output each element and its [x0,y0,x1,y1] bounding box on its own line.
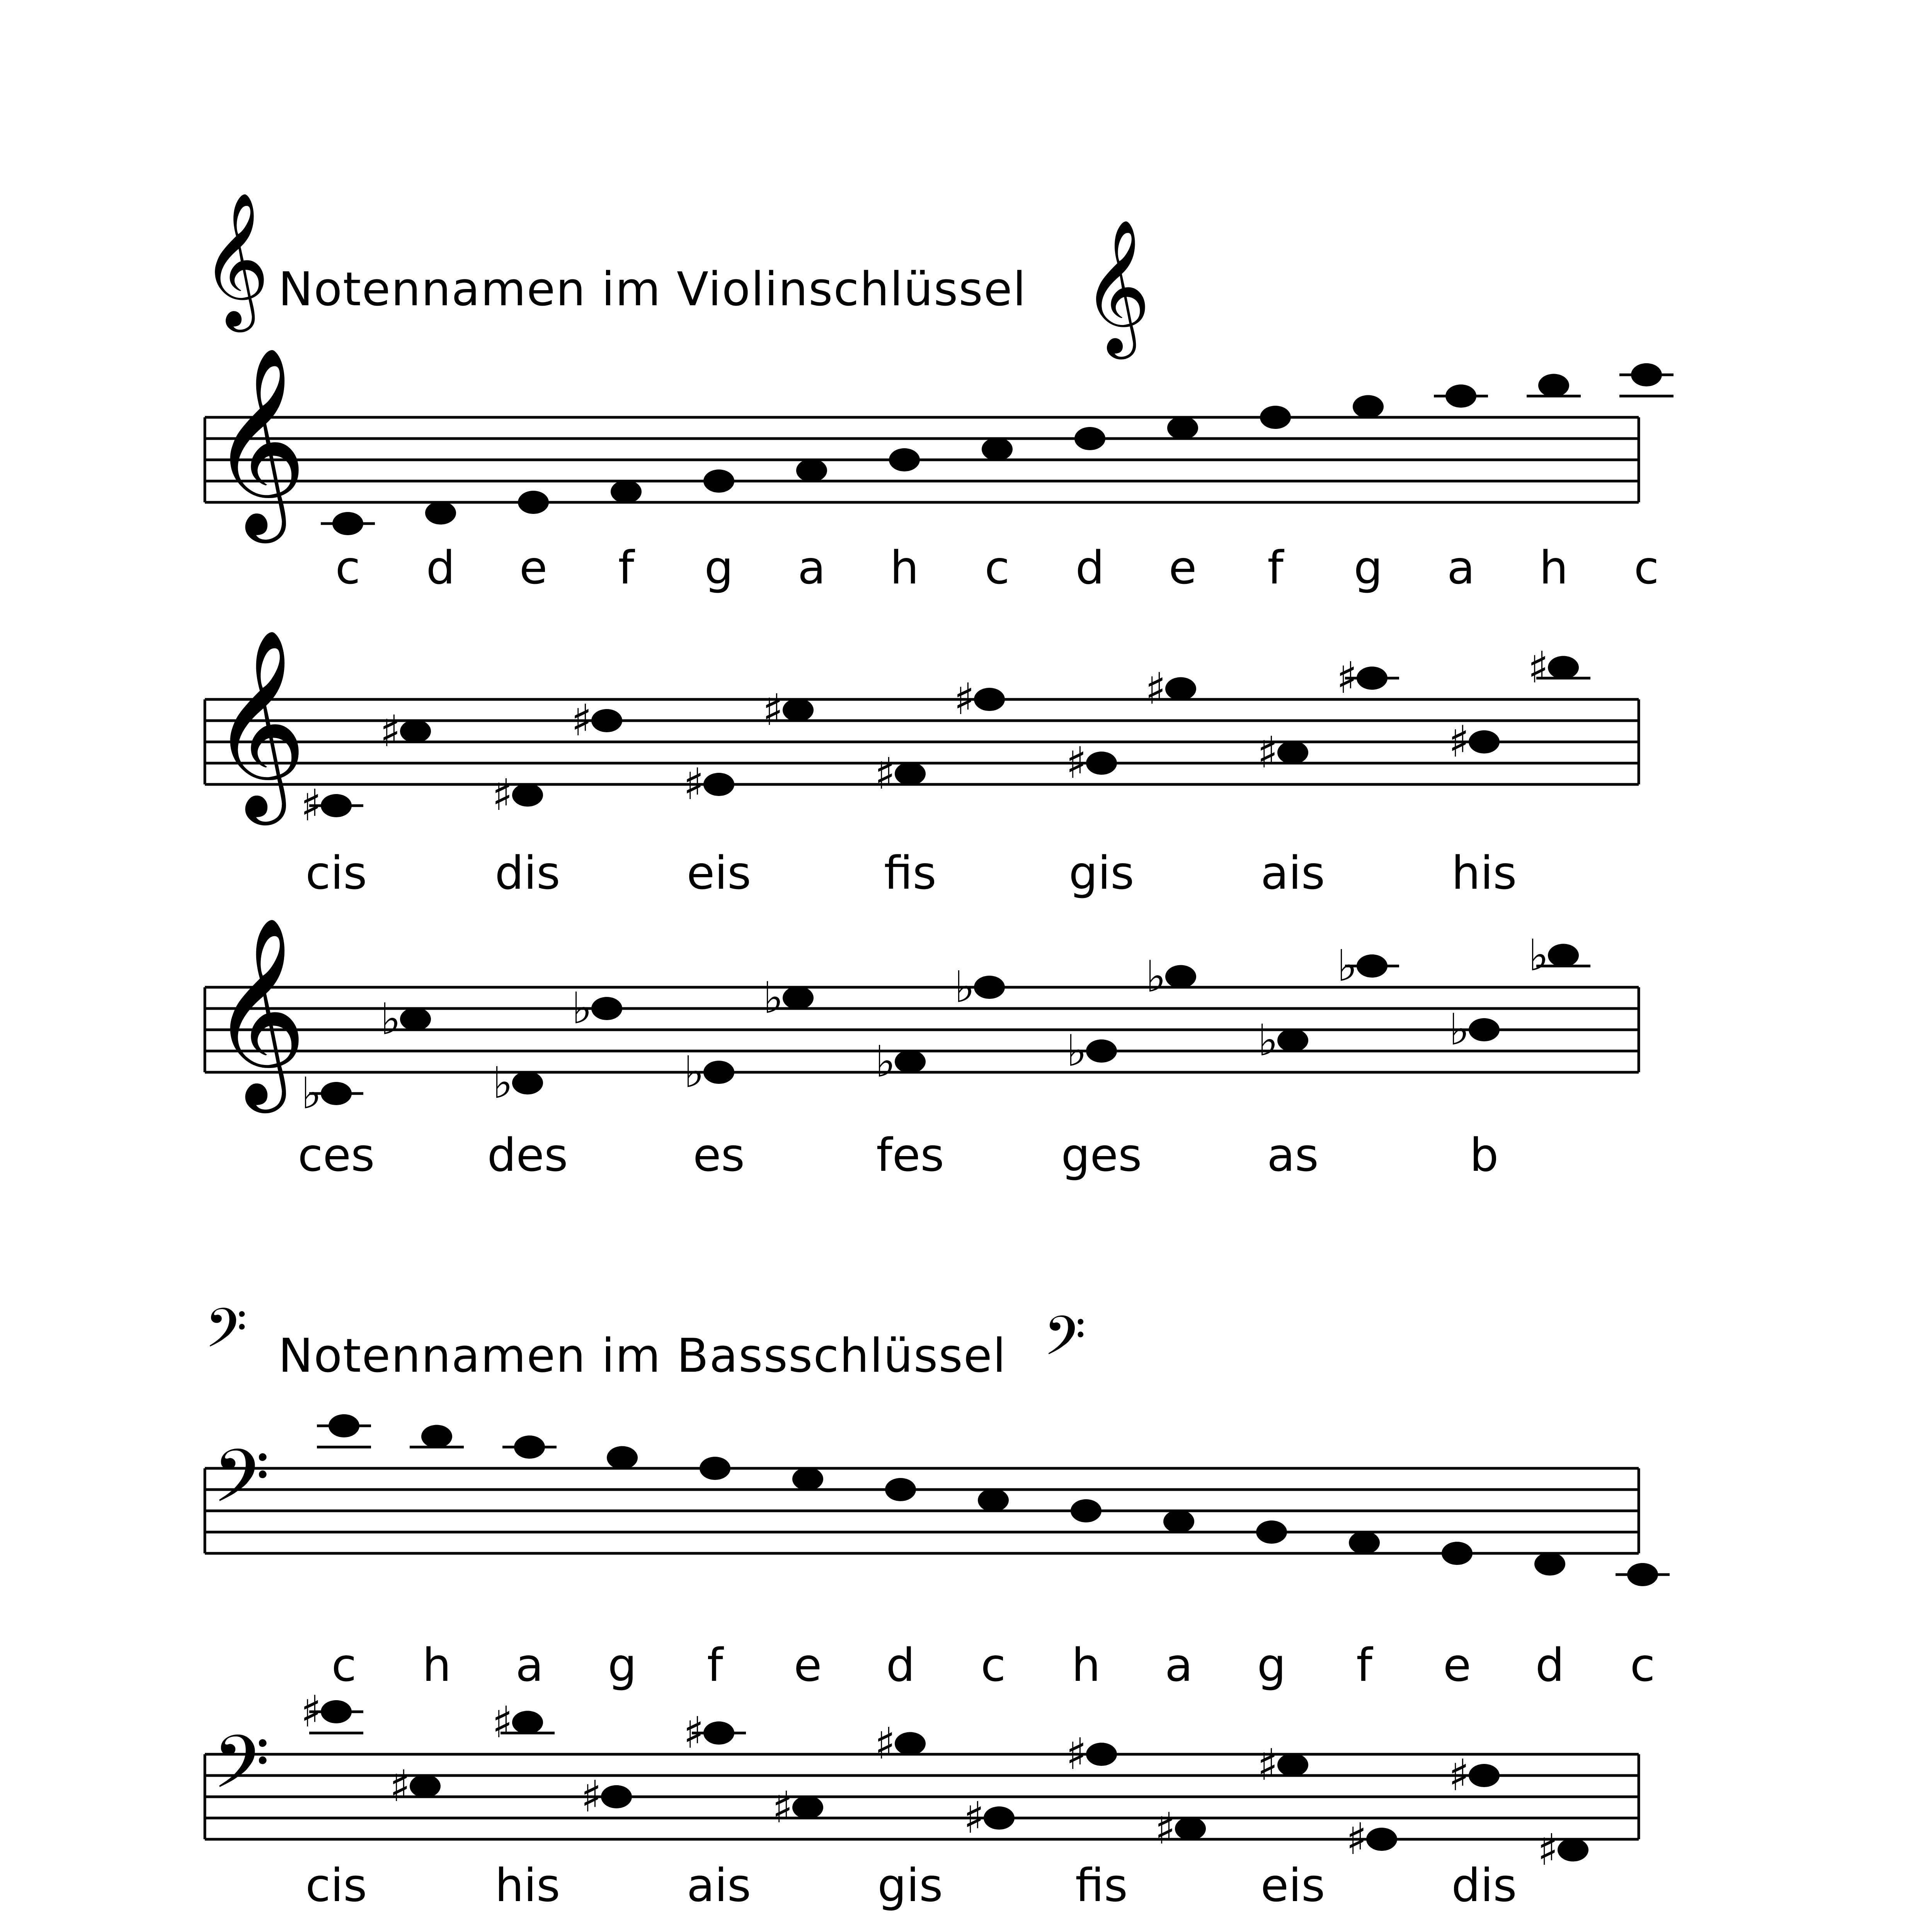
note-label: des [487,1128,568,1182]
sharp-icon: ♯ [1537,1825,1558,1875]
sharp-icon: ♯ [1448,717,1469,767]
sharp-icon: ♯ [571,696,592,746]
note-label: e [793,1638,822,1692]
sharp-icon: ♯ [300,1687,322,1737]
note-label: ces [298,1128,375,1182]
note-label: a [797,541,826,594]
sharp-icon: ♯ [683,1708,704,1758]
sharp-icon: ♯ [1066,1729,1087,1779]
note-label: his [1451,846,1517,900]
flat-icon: ♭ [301,1068,322,1119]
note-label: h [1539,541,1568,594]
title-bass-clef-icon-left: 𝄢 [205,1297,247,1373]
note-label: fes [876,1128,944,1182]
note-label: c [335,541,361,594]
note-head [1469,1018,1500,1041]
flat-icon: ♭ [1258,1015,1278,1066]
note-head [1165,677,1196,701]
note-label: c [1634,541,1659,594]
sharp-icon: ♯ [492,1697,513,1748]
treble-clef-icon: 𝄞 [211,628,307,817]
note-head [1256,1520,1287,1544]
note-label: c [1630,1638,1655,1692]
sharp-icon: ♯ [1145,663,1166,714]
sharp-icon: ♯ [772,1782,793,1833]
note-label: e [519,541,548,594]
flat-icon: ♭ [1146,951,1166,1002]
note-head [1548,944,1579,967]
note-head [591,709,622,732]
note-label: g [1353,541,1383,594]
note-label: b [1469,1128,1499,1182]
note-head [783,986,814,1010]
note-head [512,1711,543,1734]
treble-clef-icon: 𝄞 [211,916,307,1105]
flat-icon: ♭ [1066,1026,1087,1076]
note-label: cis [305,1859,367,1912]
note-label: fis [1075,1859,1128,1912]
note-head [703,1061,734,1084]
note-label: f [707,1638,723,1692]
note-label: ges [1061,1128,1142,1182]
note-head [984,1806,1015,1830]
note-head [1538,374,1569,397]
note-label: f [1356,1638,1372,1692]
sharp-icon: ♯ [1257,727,1278,778]
flat-icon: ♭ [684,1047,704,1097]
note-label: e [1168,541,1197,594]
note-label: dis [1451,1859,1517,1912]
note-head [512,784,543,807]
note-head [1558,1838,1588,1862]
note-label: a [515,1638,544,1692]
title-treble-clef-icon-left: 𝄞 [201,191,270,326]
title-bass-clef-icon-right: 𝄢 [1044,1304,1086,1381]
treble-section-title: Notennamen im Violinschlüssel [278,263,1027,316]
note-head [1442,1542,1473,1565]
sharp-icon: ♯ [492,770,513,820]
sharp-icon: ♯ [380,706,401,757]
bass-section-title: Notennamen im Bassschlüssel [278,1329,1007,1383]
flat-icon: ♭ [1337,941,1357,991]
note-head [1366,1828,1397,1851]
note-label: h [890,541,919,594]
note-head [1071,1499,1102,1522]
note-head [425,502,456,525]
sharp-icon: ♯ [1346,1814,1367,1864]
title-treble-clef-icon-right: 𝄞 [1082,218,1151,353]
sharp-icon: ♯ [874,748,896,799]
note-label: ais [686,1859,751,1912]
note-head [512,1071,543,1095]
note-label: g [704,541,734,594]
flat-icon: ♭ [954,962,975,1012]
sharp-icon: ♯ [1336,653,1357,703]
note-head [974,688,1005,711]
sharp-icon: ♯ [1527,642,1549,693]
flat-icon: ♭ [380,994,401,1044]
bass-clef-icon: 𝄢 [213,1720,270,1823]
note-head [889,448,920,471]
note-label: a [1447,541,1475,594]
note-label: ais [1260,846,1325,900]
note-head [792,1468,823,1491]
sharp-icon: ♯ [300,781,322,831]
note-label: h [1071,1638,1101,1692]
note-head [1086,1039,1117,1063]
note-head [792,1796,823,1819]
bass-clef-icon: 𝄢 [213,1434,270,1537]
note-label: c [981,1638,1006,1692]
note-head [982,438,1013,461]
note-head [895,762,926,786]
sharp-icon: ♯ [1154,1803,1176,1854]
note-head [1353,395,1384,418]
note-head [591,997,622,1020]
note-head [410,1775,441,1798]
note-head [703,469,734,493]
note-label: eis [1260,1859,1325,1912]
note-head [1277,741,1308,764]
note-label: c [331,1638,357,1692]
note-label: gis [877,1859,943,1912]
note-label: d [1075,541,1105,594]
note-label: fis [884,846,936,900]
note-head [1469,1764,1500,1787]
sharp-icon: ♯ [874,1718,896,1769]
note-head [1074,427,1105,450]
note-label: dis [495,846,560,900]
note-head [783,699,814,722]
sharp-icon: ♯ [1448,1750,1469,1801]
sharp-icon: ♯ [581,1772,602,1822]
note-head [611,480,642,503]
note-head [607,1446,638,1469]
note-head [1260,406,1291,429]
note-head [1163,1510,1194,1533]
note-head [796,459,827,482]
note-head [400,1008,431,1031]
note-label: eis [686,846,751,900]
note-head [895,1050,926,1073]
note-head [1277,1029,1308,1052]
treble-clef-icon: 𝄞 [211,346,307,535]
sharp-icon: ♯ [1066,738,1087,788]
note-head [703,773,734,796]
note-head [1469,730,1500,753]
note-head [1167,417,1198,440]
note-head [1548,656,1579,679]
flat-icon: ♭ [875,1036,896,1087]
note-label: gis [1069,846,1134,900]
note-head [1534,1553,1565,1576]
note-head [518,491,549,514]
note-head [1086,752,1117,775]
note-label: f [1267,541,1284,594]
note-label: d [426,541,455,594]
note-head [1277,1753,1308,1777]
note-label: c [984,541,1010,594]
note-head [1086,1743,1117,1766]
flat-icon: ♭ [763,973,783,1023]
note-label: as [1267,1128,1319,1182]
note-head [700,1457,730,1480]
note-head [1349,1531,1380,1554]
note-label: es [693,1128,745,1182]
note-head [1175,1817,1206,1840]
note-head [1165,965,1196,988]
sharp-icon: ♯ [953,674,975,724]
note-label: d [886,1638,915,1692]
sharp-icon: ♯ [1257,1740,1278,1790]
note-head [601,1785,632,1808]
note-head [978,1489,1009,1512]
note-label: h [422,1638,451,1692]
note-label: g [1257,1638,1286,1692]
note-label: g [608,1638,637,1692]
note-head [974,976,1005,999]
flat-icon: ♭ [1528,930,1549,981]
sharp-icon: ♯ [683,759,704,810]
flat-icon: ♭ [572,983,592,1034]
note-label: cis [305,846,367,900]
note-label: f [618,541,634,594]
note-label: his [495,1859,560,1912]
note-label: d [1535,1638,1565,1692]
flat-icon: ♭ [1449,1005,1469,1055]
note-label: e [1443,1638,1471,1692]
sharp-icon: ♯ [762,685,783,735]
note-head [895,1732,926,1755]
sharp-icon: ♯ [963,1793,984,1843]
note-head [885,1478,916,1501]
sharp-icon: ♯ [389,1761,410,1811]
note-head [421,1425,452,1448]
note-head [400,720,431,743]
flat-icon: ♭ [492,1058,513,1108]
note-label: a [1165,1638,1193,1692]
